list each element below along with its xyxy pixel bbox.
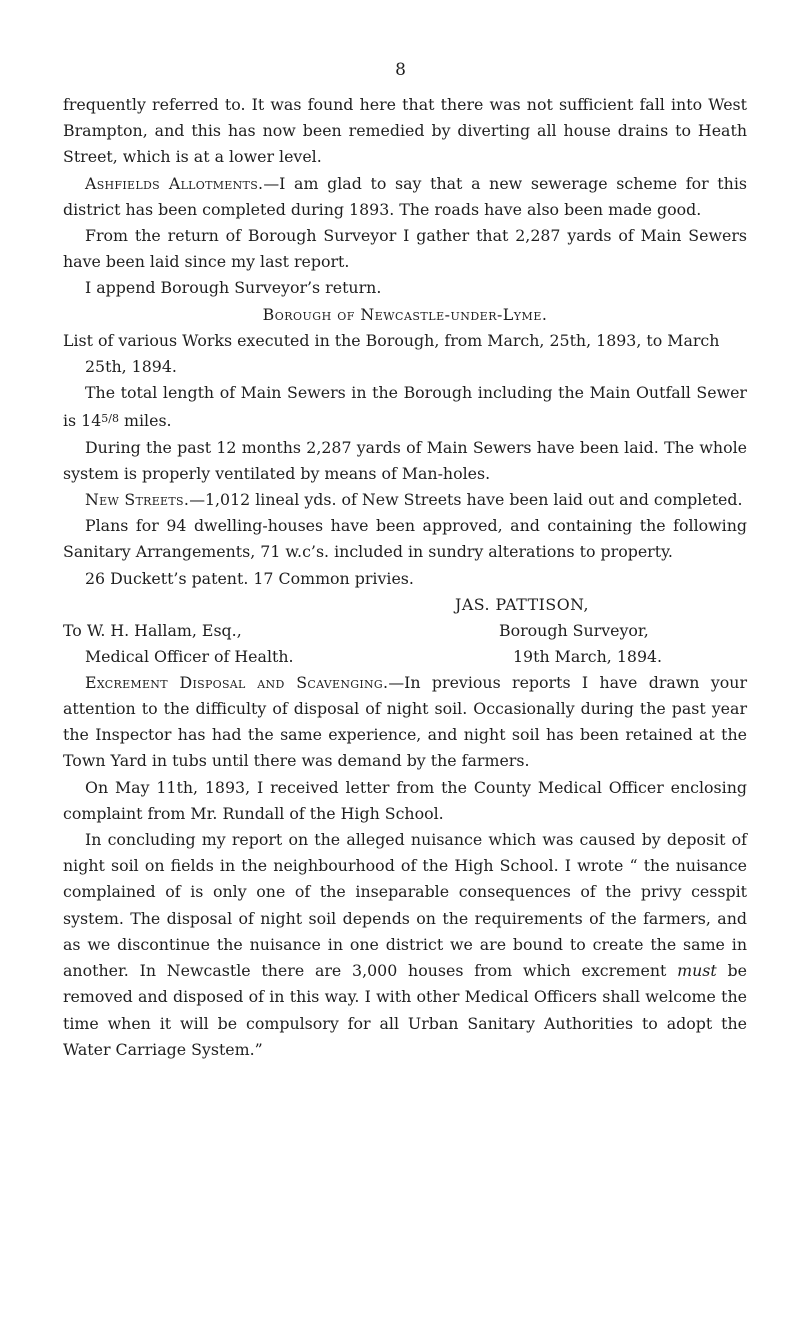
addressee: To W. H. Hallam, Esq., <box>63 620 242 640</box>
signature-name: JAS. PATTISON, <box>455 594 589 614</box>
paragraph: 26 Duckett’s patent. 17 Common privies. <box>85 568 414 588</box>
paragraph: On May 11th, 1893, I received letter from the County Medical Officer enclosing complaint from Mr. Rundall of the High School. <box>63 777 747 823</box>
signature-role: Borough Surveyor, <box>499 620 649 640</box>
paragraph-list-of-works: List of various Works executed in the Borough, from March, 25th, 1893, to March 25th, 1894. <box>63 330 720 377</box>
section-heading: Ashfields Allotments. <box>85 173 264 193</box>
borough-heading: Borough of Newcastle-under-Lyme. <box>262 304 548 324</box>
paragraph: I append Borough Surveyor’s return. <box>85 278 382 298</box>
document-body <box>63 92 747 1063</box>
emphasis: must <box>677 961 717 981</box>
addressee-title: Medical Officer of Health. <box>85 646 294 666</box>
signature-block <box>63 592 747 670</box>
fraction: 5/8 <box>101 412 119 426</box>
paragraph: Plans for 94 dwelling-houses have been approved, and containing the following Sanitary Arrangements, 71 w.c’s. included in sundry alterations to property. <box>63 516 747 562</box>
paragraph-excrement: Excrement Disposal and Scavenging.—In previous reports I have drawn your attention to the difficulty of disposal of night soil. Occasionally during the past year the Inspector has had the same experience, and night soil has been retained at the Town Yard in tubs until there was demand by the farmers. <box>63 672 747 771</box>
paragraph-ashfields: Ashfields Allotments.—I am glad to say that a new sewerage scheme for this district has been completed during 1893. The roads have also been made good. <box>63 173 747 219</box>
paragraph: During the past 12 months 2,287 yards of Main Sewers have been laid. The whole system is properly ventilated by means of Man-holes. <box>63 437 747 483</box>
section-heading: New Streets. <box>85 490 190 510</box>
paragraph: The total length of Main Sewers in the Borough including the Main Outfall Sewer is $14^{5/8}$ miles. <box>63 383 747 431</box>
paragraph-new-streets: New Streets.—1,012 lineal yds. of New Streets have been laid out and completed. <box>85 490 743 510</box>
signature-date: 19th March, 1894. <box>513 646 663 666</box>
page-number: 8 <box>395 60 406 80</box>
paragraph: In concluding my report on the alleged nuisance which was caused by deposit of night soil on fields in the neighbourhood of the High School. I wrote “ the nuisance complained of is only one of the inseparable consequences of the privy cesspit system. The disposal of night soil depends on the requirements of the farmers, and as we discontinue the nuisance in one district we are bound to create the same in another. In Newcastle there are 3,000 houses from which excrement must be removed and disposed of in this way. I with other Medical Officers shall welcome the time when it will be compulsory for all Urban Sanitary Authorities to adopt the Water Carriage System.” <box>63 830 747 1059</box>
paragraph: From the return of Borough Surveyor I gather that 2,287 yards of Main Sewers have been laid since my last report. <box>63 226 747 272</box>
section-heading: Excrement Disposal and Scavenging. <box>85 672 389 692</box>
paragraph: frequently referred to. It was found here that there was not sufficient fall into West Brampton, and this has now been remedied by diverting all house drains to Heath Street, which is at a lower level. <box>63 95 747 167</box>
